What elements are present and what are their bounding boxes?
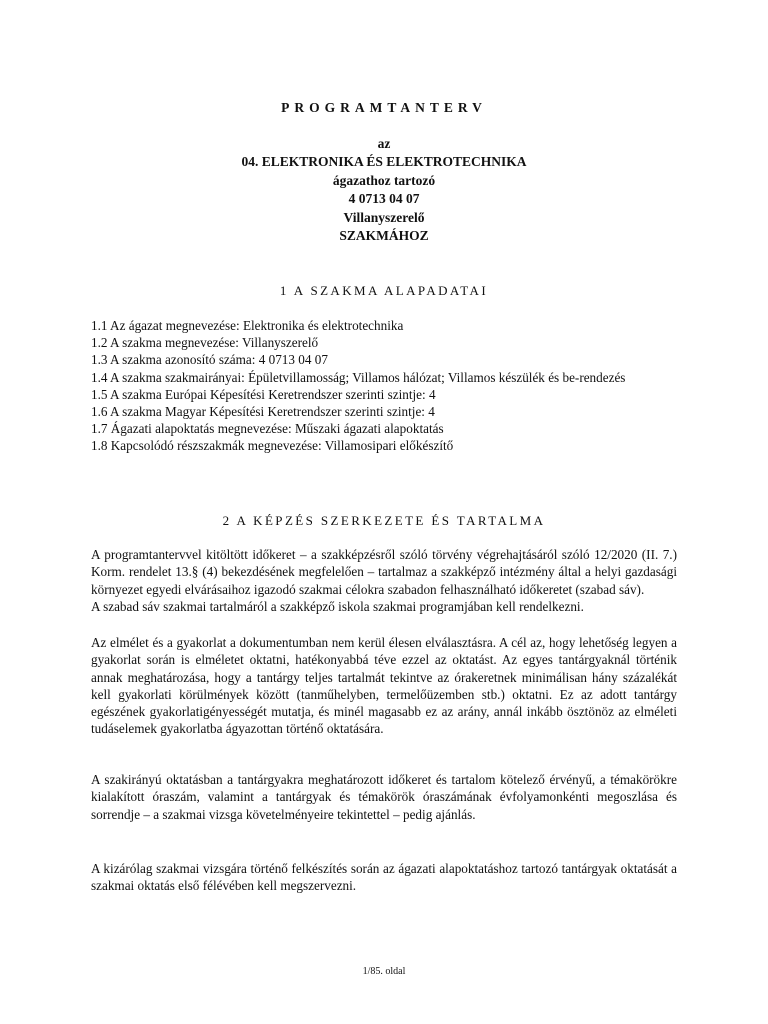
- paragraph-2: [91, 634, 677, 738]
- section-1-heading: 1 A SZAKMA ALAPADATAI: [279, 283, 489, 298]
- list-item: 1.7 Ágazati alapoktatás megnevezése: Műszaki ágazati alapoktatás: [91, 421, 444, 437]
- list-item: 1.3 A szakma azonosító száma: 4 0713 04 07: [91, 352, 328, 368]
- paragraph-text: A szabad sáv szakmai tartalmáról a szakképző iskola szakmai programjában kell rendelkezni.: [91, 598, 584, 614]
- paragraph-3: [91, 771, 677, 823]
- page-number: 1/85. oldal: [362, 966, 406, 977]
- list-item: 1.2 A szakma megnevezése: Villanyszerelő: [91, 335, 319, 351]
- profession-code: 4 0713 04 07: [348, 191, 420, 207]
- paragraph-4: [91, 860, 677, 895]
- paragraph-1: [91, 546, 677, 615]
- profession-name: Villanyszerelő: [343, 209, 425, 225]
- document-title: PROGRAMTANTERV: [281, 100, 487, 115]
- title-line-az: az: [377, 136, 391, 151]
- list-item: 1.6 A szakma Magyar Képesítési Keretrendszer szerinti szintje: 4: [91, 404, 435, 420]
- list-item: 1.4 A szakma szakmairányai: Épületvillamosság; Villamos hálózat; Villamos készülék és be-rendezés: [91, 369, 626, 385]
- basic-data-list: [91, 317, 677, 455]
- section-2-heading: 2 A KÉPZÉS SZERKEZETE ÉS TARTALMA: [222, 513, 546, 528]
- list-item: 1.1 Az ágazat megnevezése: Elektronika és elektrotechnika: [91, 318, 404, 333]
- sector-name: 04. ELEKTRONIKA ÉS ELEKTROTECHNIKA: [241, 154, 527, 170]
- profession-for: SZAKMÁHOZ: [339, 228, 429, 244]
- sector-belongs: ágazathoz tartozó: [332, 172, 436, 188]
- paragraph-text: A programtantervvel kitöltött időkeret – a szakképzésről szóló törvény végrehajtásáról szóló 12/2020 (II. 7.) Korm. rendelet 13.§ (4) bekezdésének megfelelően – tartalmaz a szakképző intézmény által a helyi gazdasági környezet egyedi elvárásaihoz igazodó szakmai célokra szabadon felhasználható időkeretet (szabad sáv).: [91, 547, 677, 597]
- list-item: 1.8 Kapcsolódó részszakmák megnevezése: Villamosipari előkészítő: [91, 438, 454, 454]
- paragraph-text: A szakirányú oktatásban a tantárgyakra meghatározott időkeret és tartalom kötelező érvényű, a témakörökre kialakított óraszám, valamint a tantárgyak és témakörök óraszámának évfolyamonkénti megoszlása és sorrendje – a szakmai vizsga követelményeire tekintettel – pedig ajánlás.: [91, 772, 677, 822]
- title-block: [0, 135, 768, 245]
- paragraph-text: A kizárólag szakmai vizsgára történő felkészítés során az ágazati alapoktatáshoz tartozó tantárgyak oktatását a szakmai oktatás első félévében kell megszervezni.: [91, 861, 677, 894]
- paragraph-text: Az elmélet és a gyakorlat a dokumentumban nem kerül élesen elválasztásra. A cél az, hogy lehetőség legyen a gyakorlat során is elméletet oktatni, hatékonyabbá téve ezzel az oktatást. Az egyes tantárgyaknál történik annak meghatározása, hogy a tantárgy teljes tartalmát tekintve az órakeretnek minimálisan hány százalékát kell gyakorlati körülmények között (tanműhelyben, termelőüzemben stb.) oktatni. Ez az adott tantárgy egészének gyakorlatigényességét mutatja, és minél magasabb ez az arány, annál inkább ösztönöz az elméleti tudáselemek gyakorlatba ágyazottan történő oktatására.: [91, 635, 677, 737]
- list-item: 1.5 A szakma Európai Képesítési Keretrendszer szerinti szintje: 4: [91, 386, 436, 402]
